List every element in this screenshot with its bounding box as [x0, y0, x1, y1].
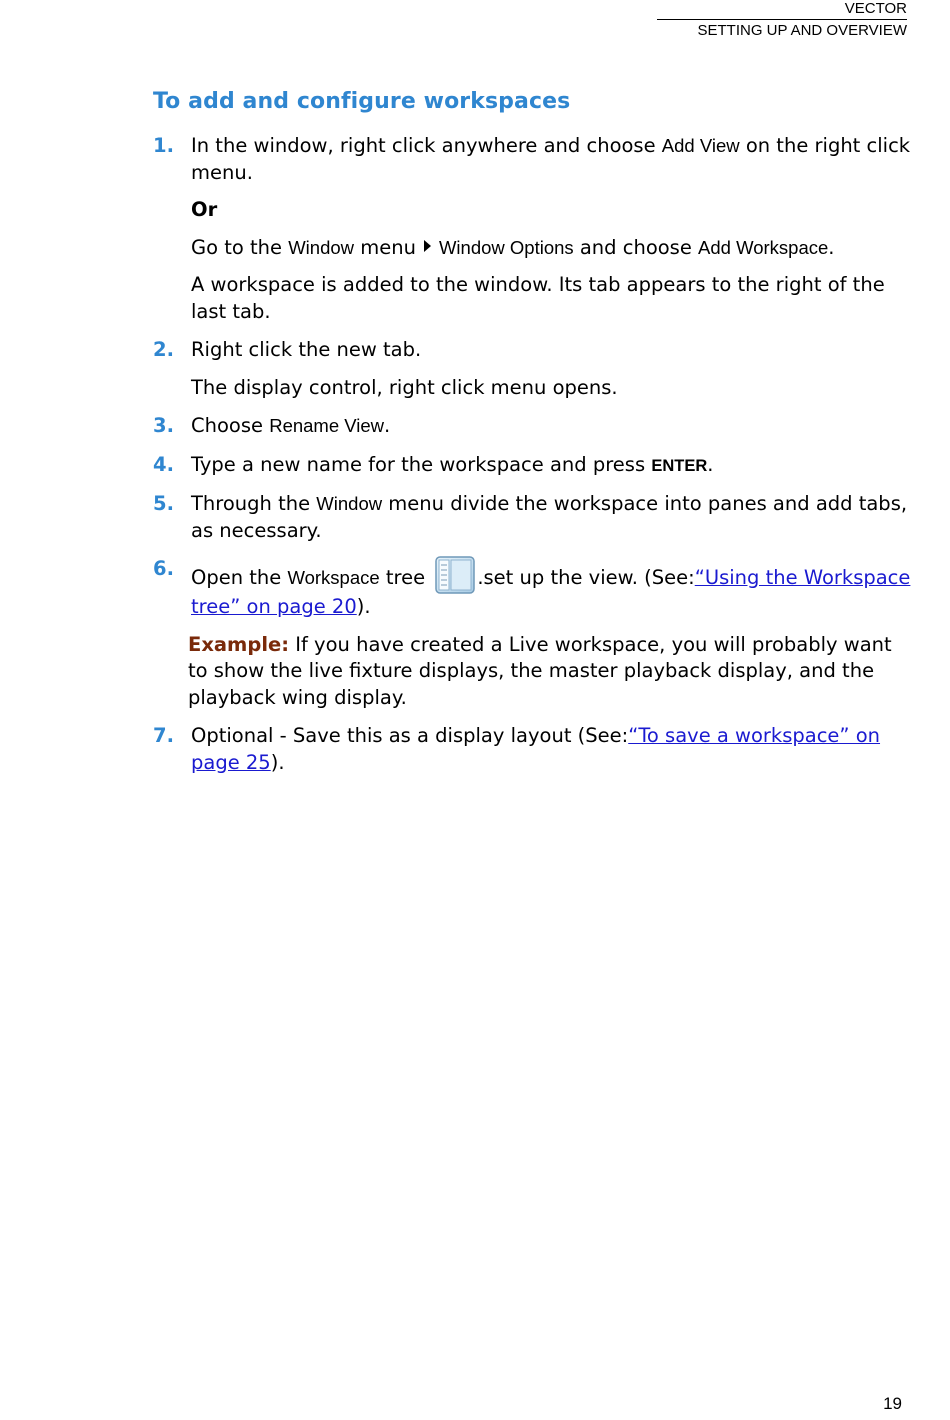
step-body [191, 452, 913, 480]
step-body [191, 133, 913, 325]
step-4 [153, 452, 913, 480]
example-label: Example: [188, 632, 290, 656]
header-brand: VECTOR [657, 0, 907, 20]
step-number: 6. [153, 557, 174, 580]
step-instruction: Optional - Save this as a display layout (See:“To save a workspace” on page 25). [191, 724, 881, 774]
ui-term-workspace: Workspace [287, 567, 380, 588]
step-number: 4. [153, 452, 174, 476]
link-using-workspace-tree[interactable]: “Using the Workspace tree” on page 20 [191, 566, 911, 618]
step-2 [153, 337, 913, 401]
page-number: 19 [883, 1394, 902, 1413]
step-instruction: In the window, right click anywhere and choose Add View on the right click menu. [191, 134, 911, 184]
ui-term-add-view: Add View [661, 135, 740, 156]
workspace-tree-icon [435, 556, 475, 594]
step-instruction: Through the Window menu divide the workspace into panes and add tabs, as necessary. [191, 492, 908, 542]
step-number: 5. [153, 492, 174, 515]
page-title: To add and configure workspaces [153, 89, 571, 114]
example-note: Example: If you have created a Live workspace, you will probably want to show the live fixture displays, the master playback display, and the playback wing display. [188, 632, 892, 709]
header-section: SETTING UP AND OVERVIEW [697, 22, 907, 39]
ui-term-window-options: Window Options [438, 236, 574, 258]
step-6 [153, 556, 913, 621]
key-enter: ENTER [651, 456, 708, 475]
or-label: Or [191, 198, 218, 221]
step-number: 2. [153, 338, 174, 361]
ui-term-window: Window [288, 236, 355, 258]
link-save-workspace[interactable]: “To save a workspace” on page 25 [191, 724, 881, 774]
step-instruction: Choose Rename View. [191, 414, 391, 437]
step-5 [153, 491, 913, 544]
page-header [657, 0, 907, 40]
step-instruction: Open the Workspace tree .set up the view. (See:“Using the Workspace tree” on page 20). [191, 556, 913, 621]
step-number: 3. [153, 414, 174, 437]
step-1 [153, 133, 913, 325]
step-body [191, 723, 913, 776]
step-result: The display control, right click menu opens. [191, 375, 618, 399]
step-body [191, 556, 913, 621]
step-body [191, 491, 913, 544]
ui-term-window: Window [316, 493, 383, 514]
ui-term-rename-view: Rename View [269, 415, 385, 436]
step-body [191, 337, 913, 401]
step-number: 7. [153, 724, 174, 747]
ui-term-add-workspace: Add Workspace [698, 236, 829, 258]
menu-arrow-icon [424, 240, 431, 252]
procedure-content [153, 133, 913, 776]
step-3 [153, 413, 913, 440]
step-body [191, 413, 913, 440]
step-result: A workspace is added to the window. Its tab appears to the right of the last tab. [191, 273, 885, 323]
step-number: 1. [153, 134, 174, 157]
step-instruction: Right click the new tab. [191, 338, 422, 361]
step-7 [153, 723, 913, 776]
step-instruction: Type a new name for the workspace and press ENTER. [191, 452, 714, 476]
step-alternative: Go to the Window menu Window Options and choose Add Workspace. [191, 235, 835, 259]
